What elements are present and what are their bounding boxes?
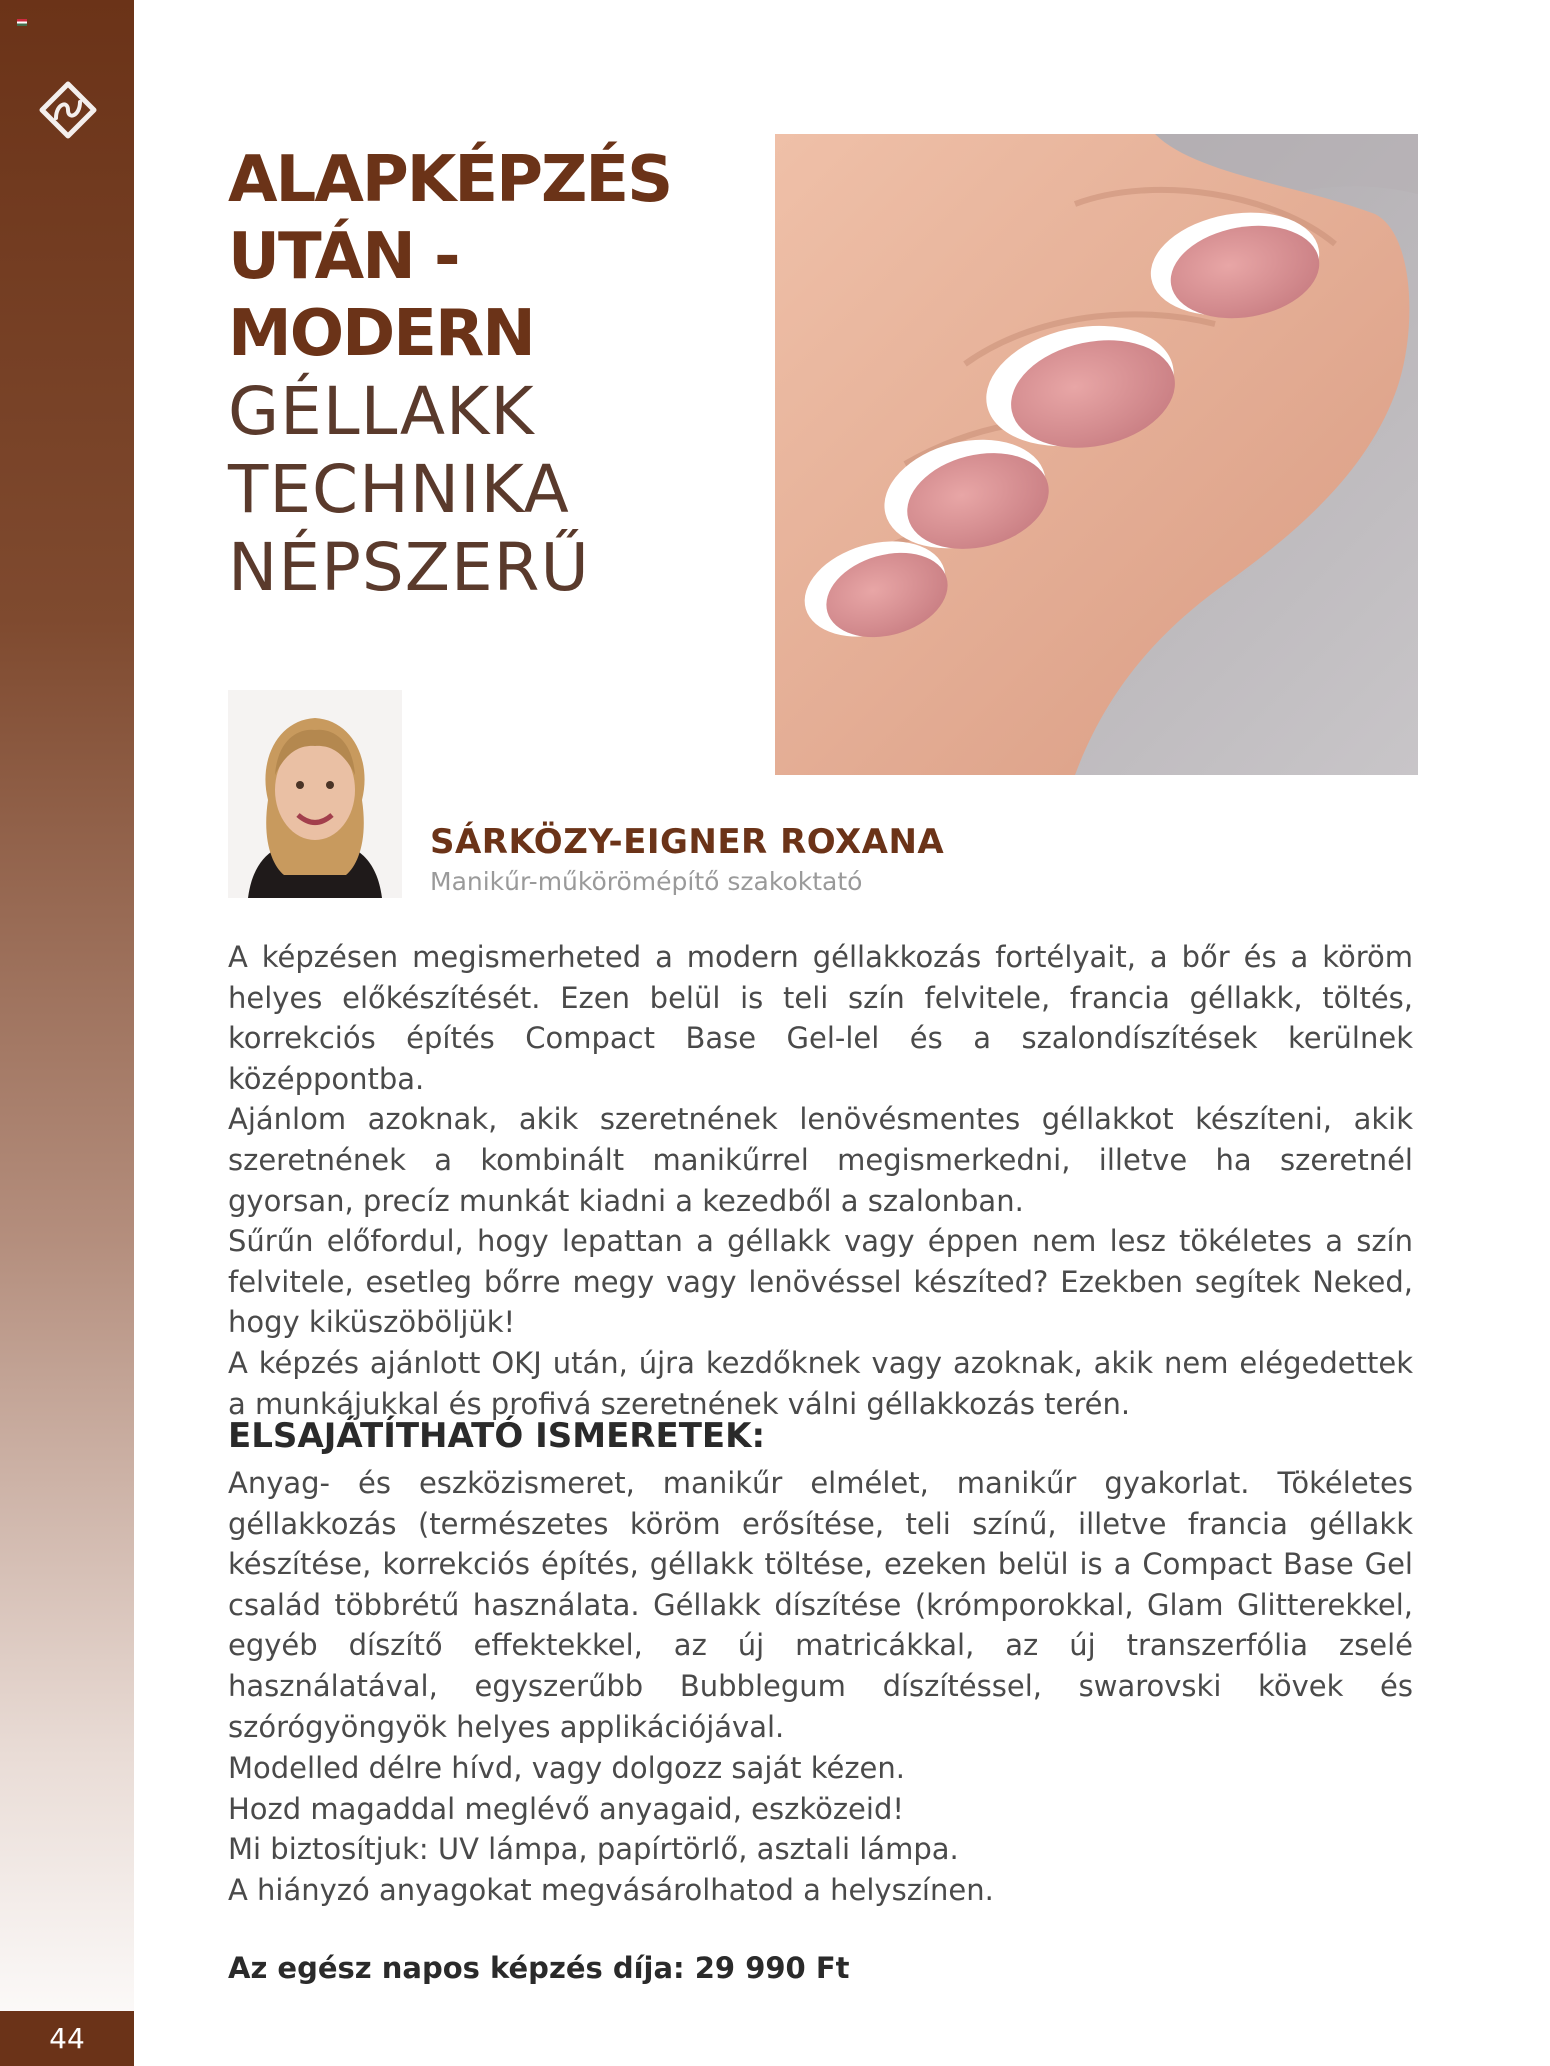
title-light-line: GÉLLAKK <box>228 373 535 450</box>
title-bold-line: MODERN <box>228 297 534 371</box>
note-line: A hiányzó anyagokat megvásárolhatod a helyszínen. <box>228 1872 994 1907</box>
title-bold-line: UTÁN - <box>228 220 459 294</box>
skills-text: Anyag- és eszközismeret, manikűr elmélet, manikűr gyakorlat. Tökéletes géllakkozás (természetes köröm erősítése, teli színű, illetve francia géllakk készítése, korrekciós építés, géllakk töltése, ezeken belül is a Compact Base Gel család többrétű használata. Géllakk díszítése (krómporokkal, Glam Glitterekkel, egyéb díszítő effektekkel, az új matricákkal, az új transzerfólia zselé használatával, egyszerűbb Bubblegum díszítéssel, swarovski kövek és szórógyöngyök helyes applikációjával. <box>228 1466 1413 1744</box>
intro-paragraph: A képzés ajánlott OKJ után, újra kezdőknek vagy azoknak, akik nem elégedettek a munkájukkal és profivá szeretnének válni géllakkozás terén. <box>228 1345 1413 1421</box>
hungarian-flag-icon <box>17 19 27 26</box>
intro-paragraph: Ajánlom azoknak, akik szeretnének lenövésmentes géllakkot készíteni, akik szeretnének a kombinált manikűrrel megismerkedni, illetve ha szeretnél gyorsan, precíz munkát kiadni a kezedből a szalonban. <box>228 1102 1413 1218</box>
intro-paragraph: Sűrűn előfordul, hogy lepattan a géllakk vagy éppen nem lesz tökéletes a szín felvitele, esetleg bőrre megy vagy lenövéssel készíted? Ezekben segítek Neked, hogy kiküszöböljük! <box>228 1224 1413 1340</box>
nail-photo <box>775 134 1418 775</box>
notes-list <box>228 1748 1413 1910</box>
note-line: Mi biztosítjuk: UV lámpa, papírtörlő, asztali lámpa. <box>228 1832 959 1867</box>
author-role: Manikűr-műkörömépítő szakoktató <box>430 867 863 896</box>
intro-text <box>228 937 1413 1424</box>
page-title <box>228 142 748 607</box>
title-bold-line: ALAPKÉPZÉS <box>228 143 672 217</box>
intro-paragraph: A képzésen megismerheted a modern géllakkozás fortélyait, a bőr és a köröm helyes előkészítését. Ezen belül is teli szín felvitele, francia géllakk, töltés, korrekciós építés Compact Base Gel-lel és a szalondíszítések kerülnek középpontba. <box>228 940 1413 1096</box>
sidebar-band <box>0 0 134 2066</box>
note-line: Hozd magaddal meglévő anyagaid, eszközeid! <box>228 1791 904 1826</box>
author-name: SÁRKÖZY-EIGNER ROXANA <box>430 822 945 862</box>
author-portrait <box>228 690 402 898</box>
note-line: Modelled délre hívd, vagy dolgozz saját kézen. <box>228 1751 905 1785</box>
price-line: Az egész napos képzés díja: 29 990 Ft <box>228 1951 850 1985</box>
brand-logo-icon <box>38 80 98 140</box>
title-light-line: NÉPSZERŰ <box>228 529 590 606</box>
title-light-line: TECHNIKA <box>228 451 570 528</box>
skills-heading: ELSAJÁTÍTHATÓ ISMERETEK: <box>228 1416 766 1456</box>
page-number: 44 <box>0 2011 134 2066</box>
